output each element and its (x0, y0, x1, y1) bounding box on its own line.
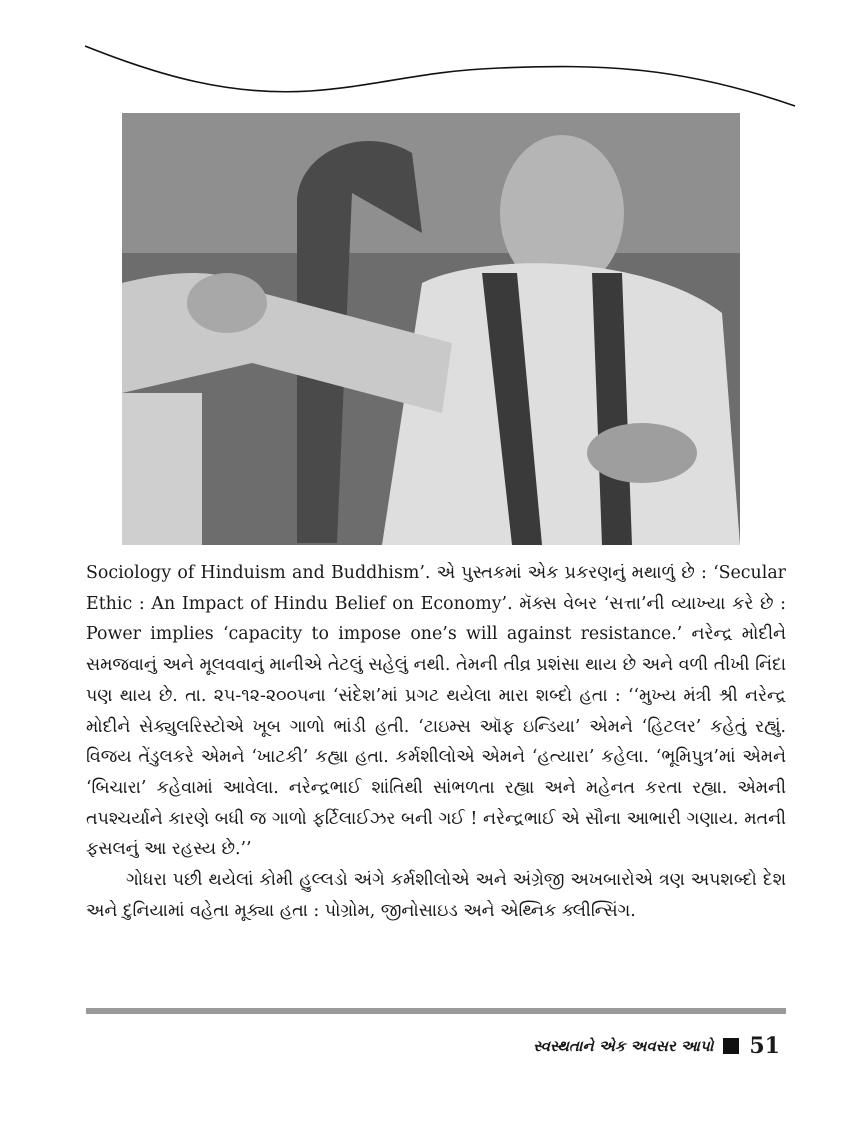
page-number: 51 (749, 1033, 780, 1059)
footer-rule (86, 1008, 786, 1014)
paragraph-1: Sociology of Hinduism and Buddhism’. એ પુસ્તકમાં એક પ્રકરણનું મથાળું છે : ‘Secular Ethic : An Impact of Hindu Belief on Economy’. મૅક્સ વેબર ‘સત્તા’ની વ્યાખ્યા કરે છે : Power implies ‘capacity to impose one’s will against resistance.’ નરેન્દ્ર મોદીને સમજવાનું અને મૂલવવાનું માનીએ તેટલું સહેલું નથી. તેમની તીવ્ર પ્રશંસા થાય છે અને વળી તીખી નિંદા પણ થાય છે. તા. ૨૫-૧૨-૨૦૦૫ના ‘સંદેશ’માં પ્રગટ થયેલા મારા શબ્દો હતા : ‘‘મુખ્ય મંત્રી શ્રી નરેન્દ્ર મોદીને સેક્યુલરિસ્ટોએ ખૂબ ગાળો ભાંડી હતી. ‘ટાઇમ્સ ઑફ ઇન્ડિયા’ એમને ‘હિટલર’ કહેતું રહ્યું. વિજય તેંડુલકરે એમને ‘ખાટકી’ કહ્યા હતા. કર્મશીલોએ એમને ‘હત્યારા’ કહેલા. ‘ભૂમિપુત્ર’માં એમને ‘બિચારા’ કહેવામાં આવેલા. નરેન્દ્રભાઈ શાંતિથી સાંભળતા રહ્યા અને મહેનત કરતા રહ્યા. એમની તપશ્ચર્યાને કારણે બધી જ ગાળો ફર્ટિલાઈઝર બની ગઈ ! નરેન્દ્રભાઈ એ સૌના આભારી ગણાય. મતની ફસલનું આ રહસ્ય છે.’’ (86, 563, 786, 860)
body-text (86, 558, 786, 926)
decorative-wave-line (80, 36, 800, 116)
photograph (122, 113, 740, 545)
running-title: સ્વસ્થતાને એક અવસર આપો (533, 1037, 714, 1055)
photo-image (122, 113, 740, 545)
page-footer (533, 1026, 780, 1066)
paragraph-2: ગોધરા પછી થયેલાં કોમી હુલ્લડો અંગે કર્મશીલોએ અને અંગ્રેજી અખબારોએ ત્રણ અપશબ્દો દેશ અને દુનિયામાં વહેતા મૂક્યા હતા : પોગ્રોમ, જીનોસાઇડ અને એથ્નિક ક્લીન્સિંગ. (86, 870, 786, 921)
square-bullet-icon (723, 1038, 739, 1054)
